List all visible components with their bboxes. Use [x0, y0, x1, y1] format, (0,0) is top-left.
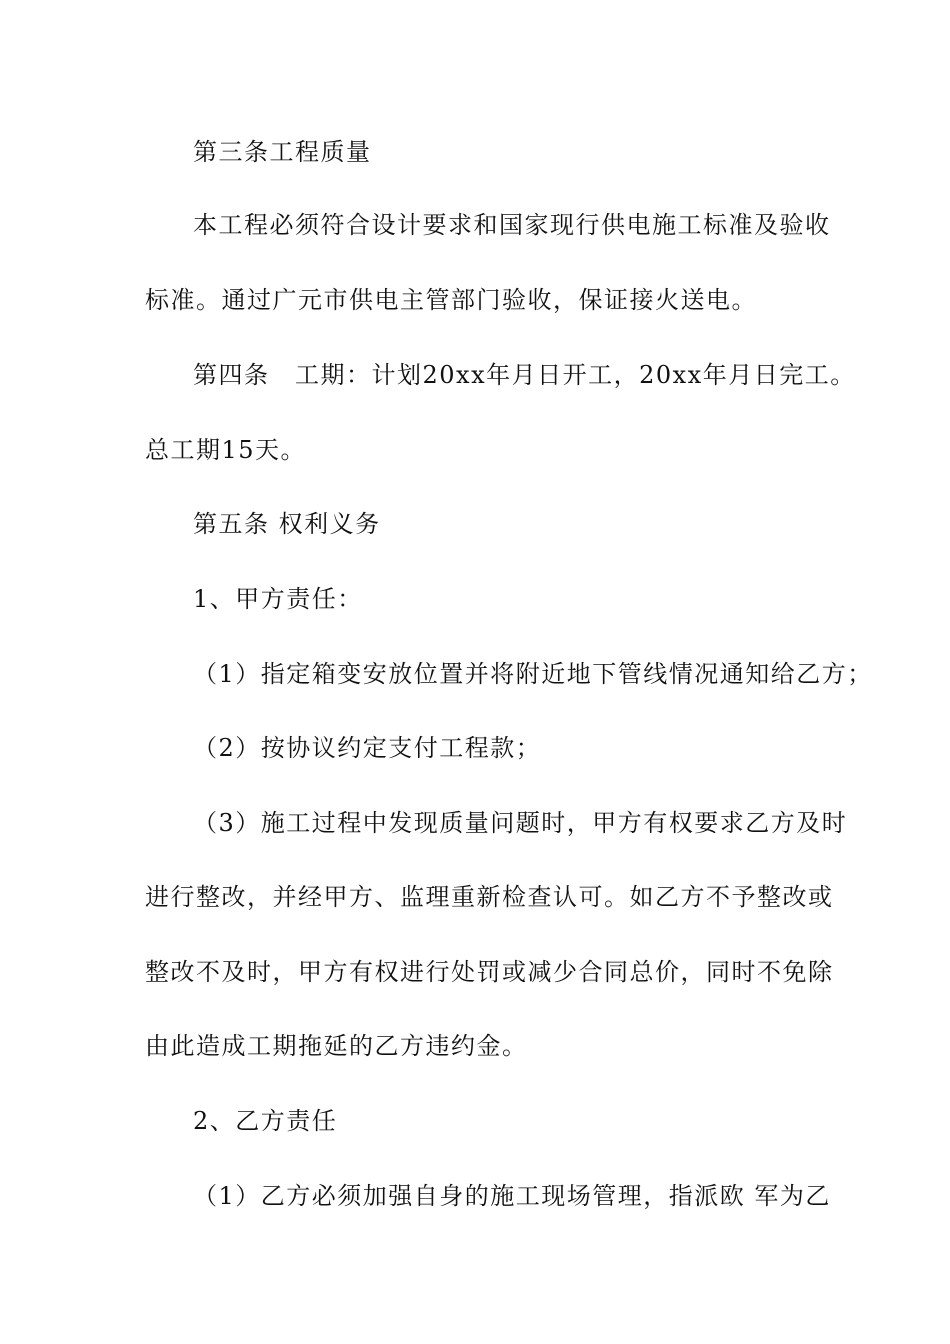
clause-4-line: 第四条 工期：计划20xx年月日开工，20xx年月日完工。 [193, 361, 856, 389]
paragraph-line: 本工程必须符合设计要求和国家现行供电施工标准及验收 [193, 211, 831, 239]
paragraph-line: 标准。通过广元市供电主管部门验收，保证接火送电。 [145, 286, 757, 314]
paragraph-line: 由此造成工期拖延的乙方违约金。 [145, 1032, 528, 1060]
party-b-heading: 2、乙方责任 [193, 1107, 338, 1135]
list-item: （2）按协议约定支付工程款； [193, 734, 542, 762]
clause-5-heading: 第五条 权利义务 [193, 510, 381, 538]
list-item: （3）施工过程中发现质量问题时，甲方有权要求乙方及时 [193, 809, 848, 837]
paragraph-line: 进行整改，并经甲方、监理重新检查认可。如乙方不予整改或 [145, 883, 834, 911]
list-item: （1）乙方必须加强自身的施工现场管理，指派欧 军为乙 [193, 1182, 831, 1210]
list-item: （1）指定箱变安放位置并将附近地下管线情况通知给乙方； [193, 660, 873, 688]
paragraph-line: 总工期15天。 [145, 436, 307, 464]
clause-3-heading: 第三条工程质量 [193, 138, 372, 166]
paragraph-line: 整改不及时，甲方有权进行处罚或减少合同总价，同时不免除 [145, 958, 834, 986]
party-a-heading: 1、甲方责任： [193, 585, 363, 613]
